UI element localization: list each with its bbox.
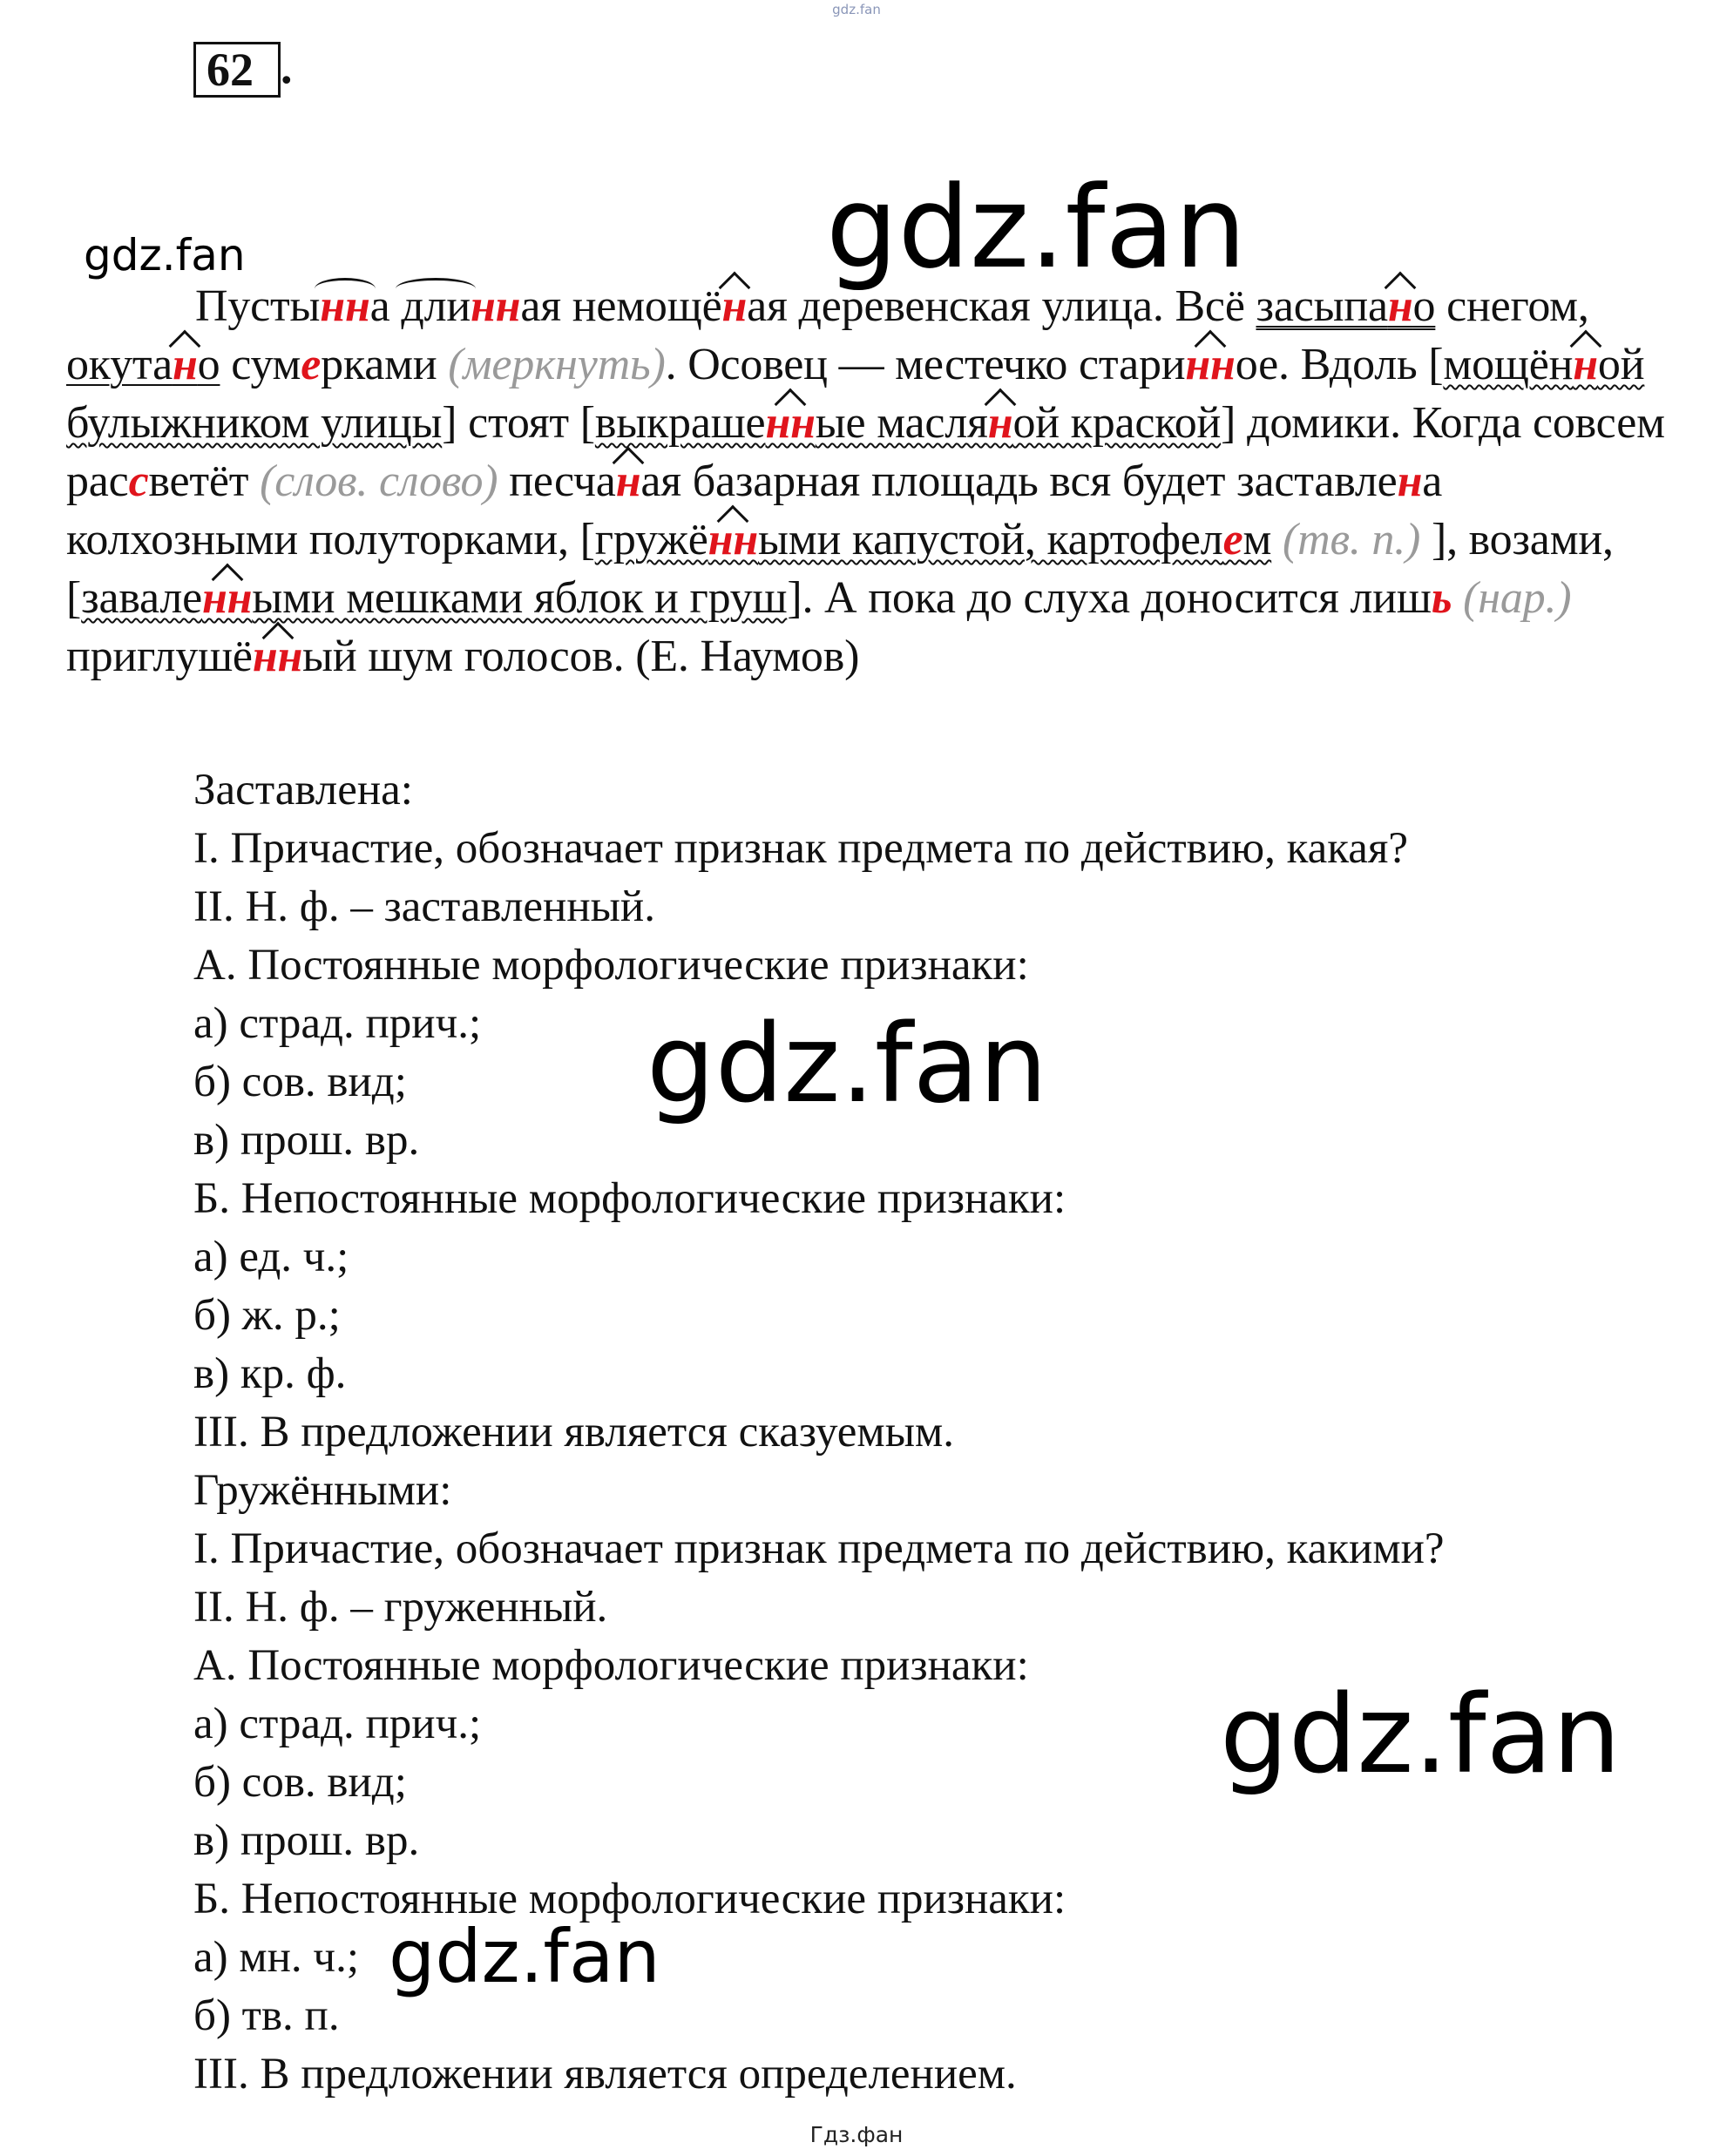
analysis-line: А. Постоянные морфологические признаки: xyxy=(193,1641,1029,1690)
analysis-line: II. Н. ф. – заставленный. xyxy=(193,882,655,931)
highlight-letter: нн xyxy=(708,515,758,564)
text-fragment: ] домики. Когда совсем рас xyxy=(66,398,1665,506)
text-fragment: ые масля xyxy=(815,398,988,448)
analysis-line: б) сов. вид; xyxy=(193,1758,407,1807)
highlight-letter: е xyxy=(301,340,322,389)
highlight-letter: н xyxy=(1397,456,1423,506)
text-fragment: ая немощё xyxy=(520,281,722,331)
analysis-line: III. В предложении является сказуемым. xyxy=(193,1408,954,1456)
highlight-letter: н xyxy=(172,340,198,389)
watermark-large-middle: gdz.fan xyxy=(647,1002,1048,1127)
text-fragment: Пусты xyxy=(195,281,321,331)
site-label-top: gdz.fan xyxy=(832,2,881,17)
morphological-analysis xyxy=(193,761,1445,2104)
text-fragment: мощён xyxy=(1443,340,1574,389)
exercise-number: 62 xyxy=(193,42,281,98)
participial-phrase xyxy=(81,573,787,623)
text-fragment: ]. А пока до слуха доносится лиш xyxy=(787,573,1432,623)
text-fragment: песча xyxy=(498,456,616,506)
text-fragment: ыми капустой, картофел xyxy=(758,515,1223,564)
highlight-letter: н xyxy=(987,398,1013,448)
analysis-line: III. В предложении является определением. xyxy=(193,2050,1017,2099)
highlight-letter: нн xyxy=(1185,340,1236,389)
watermark-large-top: gdz.fan xyxy=(826,161,1247,294)
highlight-letter: ь xyxy=(1431,573,1452,623)
participial-phrase xyxy=(595,515,1271,564)
highlight-letter: н xyxy=(721,281,748,331)
analysis-line: б) тв. п. xyxy=(193,1991,340,2040)
highlight-letter: н xyxy=(615,456,641,506)
watermark-large-right: gdz.fan xyxy=(1220,1673,1622,1798)
site-label-bottom: Гдз.фан xyxy=(809,2122,904,2147)
analysis-line: II. Н. ф. – груженный. xyxy=(193,1583,608,1632)
text-fragment: выкраше xyxy=(594,398,766,448)
analysis-line: б) сов. вид; xyxy=(193,1058,407,1106)
analysis-line: б) ж. р.; xyxy=(193,1291,341,1340)
text-fragment: ое. Вдоль [ xyxy=(1235,340,1444,389)
text-fragment: ], возами, [ xyxy=(66,515,1614,623)
analysis-line: I. Причастие, обозначает признак предмета по действию, какими? xyxy=(193,1524,1445,1573)
watermark-small: gdz.fan xyxy=(84,230,246,280)
text-fragment: засыпа xyxy=(1256,281,1388,331)
text-fragment: о xyxy=(1412,281,1436,331)
text-fragment: ой краской xyxy=(1012,398,1222,448)
text-fragment: завале xyxy=(81,573,202,623)
text-fragment: ая деревенская улица. Всё xyxy=(747,281,1256,331)
analysis-line: А. Постоянные морфологические признаки: xyxy=(193,941,1029,990)
text-fragment: а колхозными полуторками, [ xyxy=(66,456,1443,564)
analysis-line: а) ед. ч.; xyxy=(193,1233,349,1281)
text-fragment: рками xyxy=(321,340,449,389)
analysis-line: Б. Непостоянные морфологические признаки: xyxy=(193,1875,1066,1923)
analysis-line: Заставлена: xyxy=(193,766,413,814)
highlight-letter: е xyxy=(1222,515,1243,564)
analysis-line: а) мн. ч.; xyxy=(193,1933,360,1982)
exercise-number-dot: . xyxy=(281,41,293,93)
predicate-underlined xyxy=(1256,281,1436,331)
grammar-hint: (тв. п.) xyxy=(1282,515,1421,564)
watermark-medium-bottom: gdz.fan xyxy=(389,1914,660,1999)
text-fragment: м xyxy=(1242,515,1272,564)
grammar-hint: (нар.) xyxy=(1463,573,1572,623)
text-fragment: ] стоят [ xyxy=(442,398,595,448)
predicate-underlined xyxy=(66,340,220,389)
highlight-letter: нн xyxy=(470,281,521,331)
highlight-letter: нн xyxy=(252,632,303,681)
grammar-hint: (слов. слово) xyxy=(260,456,498,506)
highlight-letter: н xyxy=(1573,340,1598,389)
text-fragment: а xyxy=(369,281,402,331)
analysis-line: I. Причастие, обозначает признак предмета по действию, какая? xyxy=(193,824,1408,873)
text-fragment: снегом, xyxy=(1435,281,1589,331)
text-fragment: дли xyxy=(401,281,471,331)
participial-phrase xyxy=(595,398,1221,448)
analysis-line: в) прош. вр. xyxy=(193,1116,420,1165)
analysis-line: Гружёнными: xyxy=(193,1466,452,1515)
highlight-letter: нн xyxy=(765,398,816,448)
text-fragment: ыми мешками яблок и груш xyxy=(252,573,788,623)
text-fragment: . Осовец — местечко стари xyxy=(665,340,1186,389)
analysis-line: в) прош. вр. xyxy=(193,1816,420,1865)
analysis-line: Б. Непостоянные морфологические признаки: xyxy=(193,1174,1066,1223)
highlight-letter: н xyxy=(1387,281,1413,331)
text-fragment: сум xyxy=(220,340,301,389)
text-fragment: ая базарная площадь вся будет заставле xyxy=(640,456,1398,506)
text-fragment: окута xyxy=(66,340,173,389)
analysis-line: а) страд. прич.; xyxy=(193,1700,482,1748)
highlight-suffix: нн xyxy=(320,281,370,331)
exercise-text xyxy=(66,277,1669,686)
analysis-line: а) страд. прич.; xyxy=(193,999,482,1048)
text-fragment: о xyxy=(197,340,220,389)
text-fragment: ой булыжником улицы xyxy=(66,340,1645,448)
highlight-letter: с xyxy=(128,456,149,506)
analysis-line: в) кр. ф. xyxy=(193,1349,347,1398)
text-fragment: ый шум голосов. (Е. Наумов) xyxy=(302,632,860,681)
text-fragment: приглушё xyxy=(66,632,253,681)
highlight-letter: нн xyxy=(201,573,253,623)
text-fragment: ветёт xyxy=(148,456,261,506)
text-fragment: гружё xyxy=(594,515,708,564)
grammar-hint: (меркнуть) xyxy=(448,340,666,389)
